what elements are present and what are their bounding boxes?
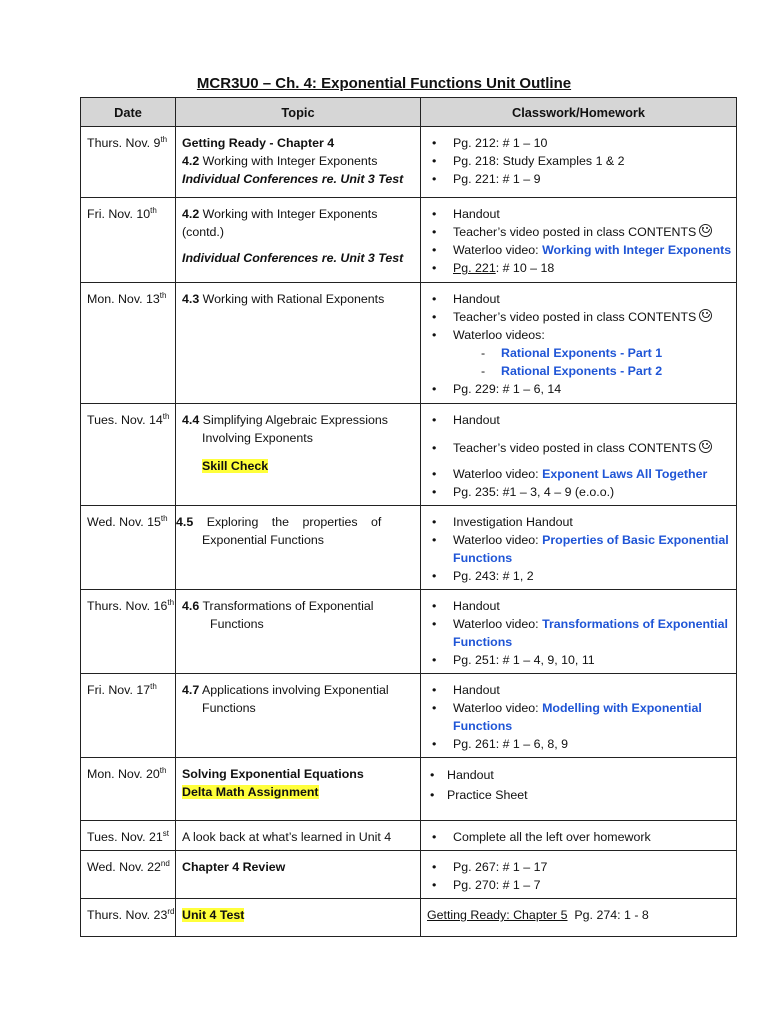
topic-line: Functions (202, 701, 256, 715)
date-cell: Tues. Nov. 14th (81, 404, 176, 506)
table-row (81, 506, 737, 590)
topic-line: 4.2 Working with Integer Exponents (182, 207, 378, 221)
topic-line: Individual Conferences re. Unit 3 Test (182, 172, 404, 186)
topic-line: 4.6 Transformations of Exponential (182, 599, 374, 613)
document-title: MCR3U0 – Ch. 4: Exponential Functions Unit Outline (196, 75, 572, 92)
list-item: • Waterloo video: Exponent Laws All Together (432, 467, 708, 481)
topic-cell (176, 198, 421, 283)
work-cell (421, 821, 737, 851)
date-cell: Fri. Nov. 17th (81, 674, 176, 758)
list-item: • Pg. 221: # 10 – 18 (432, 261, 555, 275)
table-row (81, 404, 737, 506)
date-cell: Thurs. Nov. 9th (81, 127, 176, 198)
work-cell (421, 283, 737, 404)
list-item: • Handout (432, 413, 500, 427)
smiley-icon (699, 440, 712, 453)
list-item: • Teacher’s video posted in class CONTENTS (427, 223, 731, 241)
smiley-icon (699, 309, 712, 322)
sub-list-item: - Rational Exponents - Part 2 (481, 364, 663, 378)
topic-line: Exponential Functions (202, 533, 324, 547)
date-cell: Thurs. Nov. 23rd (81, 899, 176, 937)
header-row (81, 98, 737, 127)
topic-cell (176, 899, 421, 937)
table-row (81, 821, 737, 851)
waterloo-video-link[interactable]: Exponent Laws All Together (542, 467, 708, 481)
topic-line: 4.3 Working with Rational Exponents (182, 292, 385, 306)
list-item: • Handout (430, 768, 494, 782)
date-cell: Wed. Nov. 15th (81, 506, 176, 590)
list-item: • Pg. 243: # 1, 2 (432, 569, 534, 583)
highlight-unit-test: Unit 4 Test (182, 908, 245, 922)
highlight-skill-check: Skill Check (202, 459, 269, 473)
work-cell (421, 851, 737, 899)
header-date: Date (81, 98, 176, 127)
topic-cell (176, 127, 421, 198)
topic-line: 4.5 Exploring the properties of (176, 515, 382, 529)
table-row (81, 851, 737, 899)
topic-cell (176, 674, 421, 758)
topic-line: Individual Conferences re. Unit 3 Test (182, 251, 404, 265)
date-cell: Mon. Nov. 20th (81, 758, 176, 821)
date-cell: Thurs. Nov. 16th (81, 590, 176, 674)
topic-cell: Chapter 4 Review (176, 851, 421, 899)
list-item: • Teacher’s video posted in class CONTENTS (427, 308, 731, 326)
list-item: • Pg. 261: # 1 – 6, 8, 9 (432, 737, 569, 751)
list-item: • Waterloo video: Working with Integer Exponents (432, 243, 732, 257)
list-item: • Handout (432, 292, 500, 306)
date-cell: Mon. Nov. 13th (81, 283, 176, 404)
list-item: • Handout (432, 683, 500, 697)
list-item: • Handout (432, 207, 500, 221)
header-topic: Topic (176, 98, 421, 127)
work-cell (421, 590, 737, 674)
topic-line (182, 783, 415, 801)
topic-cell: A look back at what’s learned in Unit 4 (176, 821, 421, 851)
topic-line: Functions (210, 617, 264, 631)
table-row (81, 590, 737, 674)
unit-outline-table (80, 97, 737, 937)
waterloo-video-link[interactable]: Properties of Basic Exponential Functions (453, 533, 729, 565)
table-row (81, 899, 737, 937)
table-row (81, 198, 737, 283)
topic-cell (176, 283, 421, 404)
date-cell: Wed. Nov. 22nd (81, 851, 176, 899)
waterloo-video-link[interactable]: Rational Exponents - Part 2 (501, 364, 663, 378)
table-row (81, 283, 737, 404)
highlight-delta-math: Delta Math Assignment (182, 785, 319, 799)
work-cell (421, 506, 737, 590)
topic-line: Solving Exponential Equations (182, 767, 364, 781)
list-item: • Handout (432, 599, 500, 613)
list-item: • Complete all the left over homework (432, 830, 651, 844)
smiley-icon (699, 224, 712, 237)
table-row (81, 674, 737, 758)
header-classwork-homework: Classwork/Homework (421, 98, 737, 127)
table-row (81, 758, 737, 821)
list-item: • Pg. 221: # 1 – 9 (432, 172, 541, 186)
work-cell (421, 198, 737, 283)
work-cell (421, 404, 737, 506)
topic-cell (176, 506, 421, 590)
list-item: • Pg. 218: Study Examples 1 & 2 (432, 154, 625, 168)
waterloo-video-link[interactable]: Modelling with Exponential Functions (453, 701, 702, 733)
work-cell: Getting Ready: Chapter 5 Pg. 274: 1 - 8 (421, 899, 737, 937)
work-cell (421, 127, 737, 198)
work-cell (421, 758, 737, 821)
topic-cell (176, 758, 421, 821)
list-item: • Pg. 212: # 1 – 10 (432, 136, 548, 150)
date-cell: Fri. Nov. 10th (81, 198, 176, 283)
list-item: • Pg. 270: # 1 – 7 (432, 878, 541, 892)
list-item: • Pg. 235: #1 – 3, 4 – 9 (e.o.o.) (432, 485, 615, 499)
topic-cell (176, 404, 421, 506)
topic-line: Getting Ready - Chapter 4 (182, 136, 335, 150)
date-cell: Tues. Nov. 21st (81, 821, 176, 851)
waterloo-video-link[interactable]: Rational Exponents - Part 1 (501, 346, 663, 360)
topic-line: Involving Exponents (202, 431, 313, 445)
list-item: • Pg. 229: # 1 – 6, 14 (432, 382, 562, 396)
topic-line (182, 457, 415, 475)
topic-cell (176, 590, 421, 674)
waterloo-video-link[interactable]: Working with Integer Exponents (542, 243, 732, 257)
topic-line: 4.2 Working with Integer Exponents (182, 154, 378, 168)
list-item: • Pg. 267: # 1 – 17 (432, 860, 548, 874)
work-cell (421, 674, 737, 758)
list-item: • Pg. 251: # 1 – 4, 9, 10, 11 (432, 653, 595, 667)
topic-line: 4.4 Simplifying Algebraic Expressions (182, 413, 388, 427)
list-item: • Waterloo video: Properties of Basic Exponential Functions (432, 533, 729, 565)
topic-line: 4.7 Applications involving Exponential (182, 683, 389, 697)
list-item: • Waterloo video: Modelling with Exponential Functions (432, 701, 702, 733)
table-row (81, 127, 737, 198)
list-item: • Waterloo videos: - Rational Exponents - Part 1 - Rational Exponents - Part 2 (427, 326, 731, 380)
list-item: • Investigation Handout (432, 515, 573, 529)
waterloo-video-link[interactable]: Transformations of Exponential Functions (453, 617, 728, 649)
list-item: • Practice Sheet (430, 788, 528, 802)
list-item: • Waterloo video: Transformations of Exponential Functions (432, 617, 728, 649)
list-item: • Teacher’s video posted in class CONTENTS (427, 439, 731, 457)
topic-line: (contd.) (182, 225, 225, 239)
sub-list-item: - Rational Exponents - Part 1 (481, 346, 663, 360)
